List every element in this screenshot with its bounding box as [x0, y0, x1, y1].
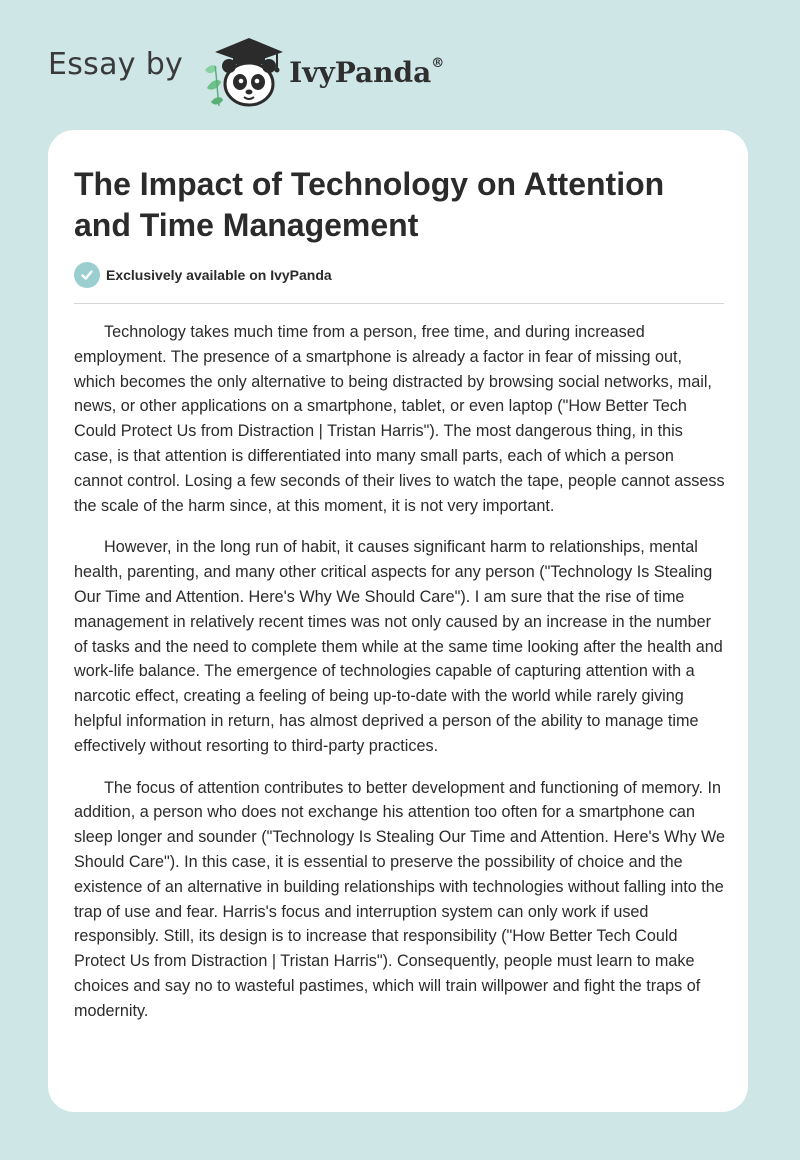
badge-label: Exclusively available on IvyPanda	[106, 267, 332, 283]
divider	[74, 303, 724, 304]
paragraph: However, in the long run of habit, it causes significant harm to relationships, mental health, parenting, and many other critical aspects for any person ("Technology Is Stealing Our Time and Attention. Here's Why We Should Care"). I am sure that the rise of time management in relatively recent times was not only caused by an increase in the number of tasks and the need to complete them while at the same time looking after the health and work-life balance. The emergence of technologies capable of capturing attention with a narcotic effect, creating a feeling of being up-to-date with the world while rarely giving helpful information in return, has almost deprived a person of the ability to manage time effectively without resorting to third-party practices.	[74, 538, 723, 755]
paragraph: Technology takes much time from a person, free time, and during increased employment. The presence of a smartphone is already a factor in fear of missing out, which becomes the only alternative to being distracted by browsing social networks, mail, news, or other applications on a smartphone, tablet, or even laptop ("How Better Tech Could Protect Us from Distraction | Tristan Harris"). The most dangerous thing, in this case, is that attention is differentiated into many small parts, each of which a person cannot control. Losing a few seconds of their lives to watch the tape, people cannot assess the scale of the harm since, at this moment, it is not very important.	[74, 323, 725, 515]
exclusive-badge	[74, 262, 332, 288]
essay-body	[74, 320, 725, 1041]
paragraph: The focus of attention contributes to better development and functioning of memory. In addition, a person who does not exchange his attention too often for a smartphone can sleep longer and sounder ("Technology Is Stealing Our Time and Attention. Here's Why We Should Care"). In this case, it is essential to preserve the possibility of choice and the existence of an alternative in building relationships with technologies without falling into the trap of use and fear. Harris's focus and interruption system can only work if used responsibly. Still, its design is to increase that responsibility ("How Better Tech Could Protect Us from Distraction | Tristan Harris"). Consequently, people must learn to make choices and say no to wasteful pastimes, which will train willpower and fight the traps of modernity.	[74, 778, 725, 1020]
panda-logo-icon[interactable]	[197, 30, 287, 110]
brand-label: IvyPanda	[289, 55, 432, 89]
essay-by-label: Essay by	[48, 46, 184, 82]
site-header	[48, 30, 444, 110]
page-title: The Impact of Technology on Attention and Time Management	[74, 166, 665, 243]
brand-name[interactable]	[289, 56, 444, 89]
check-icon	[74, 262, 100, 288]
essay-card	[48, 130, 748, 1112]
registered-mark: ®	[431, 56, 445, 72]
